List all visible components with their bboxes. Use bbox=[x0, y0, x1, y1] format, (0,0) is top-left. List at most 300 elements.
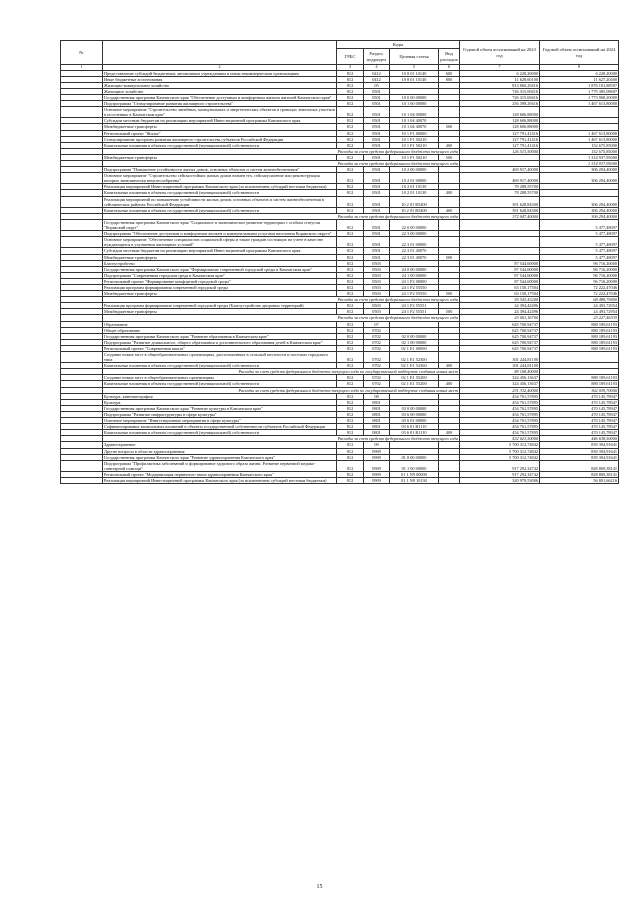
cell-vid bbox=[439, 173, 460, 184]
cell-tselevaya: 01 1 N9 00000 bbox=[390, 471, 439, 477]
cell-grbs: 812 bbox=[337, 190, 364, 196]
column-number: 5 bbox=[390, 65, 439, 71]
cell-amount-2023: 625 700,94737 bbox=[460, 333, 540, 339]
cell-razdel: 0503 bbox=[364, 266, 390, 272]
cell-tselevaya: 24 1 00 00000 bbox=[390, 272, 439, 278]
cell-razdel: 0909 bbox=[364, 448, 390, 454]
cell-grbs: 812 bbox=[337, 219, 364, 230]
cell-name: Реализация программ формирования современной городской среды bbox=[103, 284, 337, 290]
cell-tselevaya: 10 1 00 00000 bbox=[390, 101, 439, 107]
cell-tselevaya: 10 0 00 00000 bbox=[390, 94, 439, 100]
cell-razdel: 0501 bbox=[364, 94, 390, 100]
cell-tselevaya: 10 2 00 00000 bbox=[390, 167, 439, 173]
cell-grbs: 812 bbox=[337, 76, 364, 82]
cell-vid: 400 bbox=[439, 207, 460, 213]
cell-note: Расходы за счет средств федерального бюджета текущего года по государственной поддержке создания новых мест bbox=[103, 369, 460, 375]
cell-razdel: 05 bbox=[364, 82, 390, 88]
cell-tselevaya: 10 1 F1 50210 bbox=[390, 136, 439, 142]
cell-name: Субсидии местным бюджетам на реализацию мероприятий Инвестиционной программы Камчатского края bbox=[103, 248, 337, 254]
cell-amount-2023: 23 001,16700 bbox=[460, 315, 540, 321]
cell-amount-2024: 11 627,20400 bbox=[540, 76, 619, 82]
cell-amount-2024: 1 876 101,88597 bbox=[540, 82, 619, 88]
cell-name: Основное мероприятие "Строительство линейных, коммунальных и энергетических объектов в границах земельных участков в поселениях в Камчатском крае" bbox=[104, 107, 335, 118]
cell-amount-2024: 5 477,48097 bbox=[540, 248, 619, 254]
cell-vid: 600 bbox=[439, 70, 460, 76]
cell-grbs: 812 bbox=[337, 272, 364, 278]
cell-razdel: 0503 bbox=[364, 272, 390, 278]
cell-amount-2023 bbox=[460, 219, 540, 230]
cell-amount-2024: 306 294,40000 bbox=[540, 196, 619, 207]
cell-amount-2023: 231 332,40000 bbox=[460, 387, 540, 393]
column-number: 8 bbox=[540, 65, 619, 71]
cell-tselevaya: 01 1 N9 10130 bbox=[390, 477, 439, 483]
cell-empty bbox=[61, 477, 103, 483]
cell-razdel: 0501 bbox=[364, 207, 390, 213]
cell-tselevaya: 03 6 01 R1110 bbox=[390, 430, 439, 436]
cell-name: Государственная программа Камчатского края "Социальное и экономическое развитие территории с особым статусом "Корякский округ" bbox=[103, 219, 337, 230]
cell-amount-2024: 828 869,38141 bbox=[540, 471, 619, 477]
cell-amount-2024: 470 145,78947 bbox=[540, 399, 619, 405]
cell-amount-2023: 63 150,17504 bbox=[460, 284, 540, 290]
cell-grbs: 812 bbox=[337, 381, 364, 387]
cell-name: Софинансирование капитальных вложений в объекты государственной собственности субъектов Российской Федерации bbox=[103, 424, 337, 430]
cell-razdel: 0503 bbox=[364, 278, 390, 284]
cell-grbs: 812 bbox=[337, 82, 364, 88]
cell-empty bbox=[61, 173, 103, 184]
cell-vid: 500 bbox=[439, 124, 460, 130]
cell-amount-2023: 256 398,29416 bbox=[460, 101, 540, 107]
cell-amount-2024: 306 294,40000 bbox=[540, 213, 619, 219]
header-grbs: ГРБС bbox=[337, 49, 364, 65]
cell-name: Основное мероприятие "Обеспечение специалистов социальной сферы и также граждан состоящих на учете в качестве нуждающихся в улучшении жилищных условий" bbox=[103, 237, 337, 248]
cell-razdel: 0702 bbox=[364, 333, 390, 339]
cell-name: Подпрограмма "Современная городская среда в Камчатском крае" bbox=[103, 272, 337, 278]
cell-amount-2024: 68 488,75800 bbox=[540, 297, 619, 303]
cell-name: Создание новых мест в общеобразовательных организациях bbox=[103, 375, 337, 381]
cell-name: Капитальные вложения в объекты государственной (муниципальной) собственности bbox=[103, 207, 337, 213]
cell-tselevaya: 01 0 00 00000 bbox=[390, 454, 439, 460]
cell-tselevaya: 24 1 F2 55550 bbox=[390, 291, 439, 297]
cell-grbs: 812 bbox=[337, 321, 364, 327]
cell-name: Другие вопросы в области здравоохранения bbox=[103, 448, 337, 454]
cell-grbs: 812 bbox=[337, 303, 364, 309]
cell-name: Подпрограмма "Развитие инфраструктуры в сфере культуры" bbox=[103, 411, 337, 417]
table-body bbox=[61, 70, 619, 483]
column-number: 6 bbox=[439, 65, 460, 71]
table-row bbox=[61, 219, 619, 230]
cell-amount-2023: 454 761,57895 bbox=[460, 399, 540, 405]
cell-amount-2024: 5 477,48097 bbox=[540, 254, 619, 260]
cell-razdel: 0801 bbox=[364, 424, 390, 430]
cell-amount-2023: 89 168,40000 bbox=[460, 369, 540, 375]
cell-empty bbox=[61, 107, 103, 118]
cell-empty bbox=[61, 352, 103, 363]
header-name bbox=[103, 41, 337, 65]
cell-amount-2024: 6 228,20000 bbox=[540, 70, 619, 76]
cell-razdel: 0801 bbox=[364, 411, 390, 417]
cell-grbs: 812 bbox=[337, 454, 364, 460]
cell-razdel: 0501 bbox=[364, 107, 390, 118]
cell-tselevaya: 10 1 F1 50210 bbox=[390, 142, 439, 148]
cell-amount-2023: 454 761,57895 bbox=[460, 411, 540, 417]
cell-note: Расходы за счет средств федерального бюджета текущего года bbox=[103, 148, 460, 154]
cell-amount-2023: 78 288,55700 bbox=[460, 190, 540, 196]
cell-amount-2024: 839 394,91641 bbox=[540, 454, 619, 460]
cell-name: Благоустройство bbox=[103, 260, 337, 266]
budget-table bbox=[60, 40, 619, 484]
cell-tselevaya: 22 3 00 00000 bbox=[390, 231, 439, 237]
cell-vid: 400 bbox=[439, 430, 460, 436]
cell-vid: 400 bbox=[439, 190, 460, 196]
cell-razdel: 0702 bbox=[364, 352, 390, 363]
cell-grbs: 812 bbox=[337, 130, 364, 136]
cell-amount-2024: 470 145,78947 bbox=[540, 405, 619, 411]
cell-tselevaya: 22 0 00 00000 bbox=[390, 219, 439, 230]
cell-vid: 500 bbox=[439, 291, 460, 297]
cell-tselevaya: 03 6 00 00000 bbox=[390, 411, 439, 417]
cell-vid bbox=[439, 460, 460, 471]
cell-name: Жилищно-коммунальное хозяйство bbox=[103, 82, 337, 88]
column-number: 1 bbox=[61, 65, 103, 71]
column-number: 2 bbox=[103, 65, 337, 71]
cell-razdel: 07 bbox=[364, 321, 390, 327]
cell-razdel: 0909 bbox=[364, 454, 390, 460]
cell-razdel: 0412 bbox=[364, 70, 390, 76]
cell-amount-2023: 24 394,42496 bbox=[460, 309, 540, 315]
cell-name: Культура, кинематография bbox=[103, 393, 337, 399]
cell-amount-2024: 306 294,40000 bbox=[540, 207, 619, 213]
cell-amount-2024: 1 314 937,95000 bbox=[540, 154, 619, 160]
cell-tselevaya: 22 3 01 40070 bbox=[390, 248, 439, 254]
cell-grbs: 812 bbox=[337, 237, 364, 248]
cell-amount-2023: 5 700 312,74842 bbox=[460, 448, 540, 454]
cell-amount-2023: 625 700,94737 bbox=[460, 327, 540, 333]
cell-amount-2024: 152 675,85000 bbox=[540, 142, 619, 148]
cell-grbs: 812 bbox=[337, 136, 364, 142]
cell-name: Стимулирование программ развития жилищного строительства субъектов Российской Федерации bbox=[103, 136, 337, 142]
cell-amount-2024: 1 467 613,80000 bbox=[540, 101, 619, 107]
cell-razdel: 0501 bbox=[364, 167, 390, 173]
column-number: 4 bbox=[364, 65, 390, 71]
cell-razdel: 0503 bbox=[364, 309, 390, 315]
cell-amount-2024: 23 227,46335 bbox=[540, 315, 619, 321]
cell-amount-2023: 324 456,13637 bbox=[460, 375, 540, 381]
cell-name: Реализация мероприятий Инвестиционной программы Камчатского края (за исключением субсидий местным бюджетам) bbox=[103, 184, 337, 190]
cell-tselevaya: 10 1 F1 00000 bbox=[390, 130, 439, 136]
cell-razdel: 0501 bbox=[364, 136, 390, 142]
cell-tselevaya: 02 1 00 00000 bbox=[390, 339, 439, 345]
cell-tselevaya: 10 2 01 10130 bbox=[390, 184, 439, 190]
column-number: 7 bbox=[460, 65, 540, 71]
cell-amount-2024: 5 477,48097 bbox=[540, 219, 619, 230]
cell-note: Расходы за счет средств федерального бюджета текущего года bbox=[103, 213, 460, 219]
cell-grbs: 812 bbox=[337, 124, 364, 130]
cell-amount-2024: 470 145,78947 bbox=[540, 424, 619, 430]
cell-grbs: 812 bbox=[337, 118, 364, 124]
cell-amount-2024: 362 039,70000 bbox=[540, 387, 619, 393]
cell-tselevaya: 24 1 F2 55551 bbox=[390, 303, 439, 309]
cell-name: Капитальные вложения в объекты государственной (муниципальной) собственности bbox=[103, 430, 337, 436]
cell-tselevaya: 24 0 00 00000 bbox=[390, 266, 439, 272]
cell-amount-2024: 470 145,78947 bbox=[540, 393, 619, 399]
cell-grbs: 812 bbox=[337, 430, 364, 436]
cell-grbs: 812 bbox=[337, 207, 364, 213]
cell-name: Межбюджетные трансферты bbox=[103, 124, 337, 130]
cell-grbs: 812 bbox=[337, 333, 364, 339]
cell-empty bbox=[61, 460, 103, 471]
cell-grbs: 812 bbox=[337, 167, 364, 173]
cell-grbs: 812 bbox=[337, 405, 364, 411]
cell-tselevaya: 02 1 E1 00000 bbox=[390, 345, 439, 351]
cell-razdel: 0503 bbox=[364, 291, 390, 297]
cell-grbs: 812 bbox=[337, 460, 364, 471]
cell-amount-2023: 78 288,55700 bbox=[460, 184, 540, 190]
cell-razdel: 0702 bbox=[364, 363, 390, 369]
cell-amount-2023: 726 315,69416 bbox=[460, 88, 540, 94]
cell-grbs: 812 bbox=[337, 471, 364, 477]
cell-tselevaya: 24 1 F2 00000 bbox=[390, 278, 439, 284]
cell-grbs: 812 bbox=[337, 70, 364, 76]
cell-amount-2023: 391 628,84300 bbox=[460, 207, 540, 213]
cell-vid bbox=[439, 219, 460, 230]
header-number: № bbox=[61, 41, 103, 65]
cell-amount-2023: 469 917,40000 bbox=[460, 173, 540, 184]
cell-razdel: 0702 bbox=[364, 327, 390, 333]
cell-razdel: 0801 bbox=[364, 405, 390, 411]
cell-name: Межбюджетные трансферты bbox=[103, 254, 337, 260]
cell-amount-2023: 625 700,94737 bbox=[460, 321, 540, 327]
cell-grbs: 812 bbox=[337, 184, 364, 190]
cell-razdel: 0501 bbox=[364, 173, 390, 184]
cell-name: Региональный проект "Современная школа" bbox=[103, 345, 337, 351]
cell-grbs: 812 bbox=[337, 424, 364, 430]
cell-razdel: 0801 bbox=[364, 430, 390, 436]
cell-grbs: 812 bbox=[337, 418, 364, 424]
cell-razdel: 0801 bbox=[364, 399, 390, 405]
cell-razdel: 0702 bbox=[364, 375, 390, 381]
cell-razdel: 0501 bbox=[364, 184, 390, 190]
cell-grbs: 812 bbox=[337, 327, 364, 333]
budget-table-page bbox=[60, 40, 618, 484]
cell-name: Капитальные вложения в объекты государственной (муниципальной) собственности bbox=[103, 381, 337, 387]
cell-amount-2024 bbox=[540, 107, 619, 118]
cell-tselevaya: 02 0 00 00000 bbox=[390, 333, 439, 339]
cell-amount-2023: 391 628,84300 bbox=[460, 196, 540, 207]
cell-razdel: 0501 bbox=[364, 248, 390, 254]
cell-razdel: 0501 bbox=[364, 190, 390, 196]
cell-tselevaya: 22 3 01 00000 bbox=[390, 237, 439, 248]
cell-tselevaya: 02 1 E1 52300 bbox=[390, 352, 439, 363]
cell-amount-2023: 917 292,34742 bbox=[460, 460, 540, 471]
cell-amount-2023: 917 292,34742 bbox=[460, 471, 540, 477]
cell-name: Государственная программа Камчатского края "Развитие культуры в Камчатском крае" bbox=[103, 405, 337, 411]
cell-razdel: 0909 bbox=[364, 471, 390, 477]
table-row bbox=[61, 237, 619, 248]
cell-razdel: 0412 bbox=[364, 76, 390, 82]
cell-name: Государственная программа Камчатского края "Формирование современной городской среды в Камчатском крае" bbox=[103, 266, 337, 272]
cell-tselevaya: 01 1 00 00000 bbox=[390, 460, 439, 471]
cell-name: Образование bbox=[103, 321, 337, 327]
header-year-2024: Годовой объем ассигнований на 2024 год bbox=[540, 41, 619, 65]
cell-tselevaya: 10 1 04 40070 bbox=[390, 118, 439, 124]
cell-amount-2024: 96 716,20000 bbox=[540, 278, 619, 284]
cell-razdel: 0801 bbox=[364, 418, 390, 424]
cell-vid: 400 bbox=[439, 142, 460, 148]
cell-tselevaya: 10 2 01 10130 bbox=[390, 190, 439, 196]
cell-amount-2023: 59 543,43200 bbox=[460, 297, 540, 303]
cell-name: Жилищное хозяйство bbox=[103, 88, 337, 94]
cell-amount-2023: 87 544,60000 bbox=[460, 272, 540, 278]
cell-razdel: 0501 bbox=[364, 88, 390, 94]
cell-grbs: 812 bbox=[337, 196, 364, 207]
cell-empty bbox=[61, 219, 103, 230]
cell-name: Государственная программа Камчатского края "Развитие образования в Камчатском крае" bbox=[103, 333, 337, 339]
cell-vid bbox=[439, 196, 460, 207]
cell-vid: 800 bbox=[439, 76, 460, 82]
cell-name: Иные бюджетные ассигнования bbox=[103, 76, 337, 82]
cell-amount-2024: 24 493,72954 bbox=[540, 303, 619, 309]
cell-amount-2023: 301 244,81100 bbox=[460, 352, 540, 363]
cell-amount-2023: 625 700,94737 bbox=[460, 339, 540, 345]
cell-amount-2024: 306 294,40000 bbox=[540, 173, 619, 184]
cell-grbs: 812 bbox=[337, 375, 364, 381]
cell-amount-2023: 127 791,41416 bbox=[460, 130, 540, 136]
cell-razdel: 0501 bbox=[364, 154, 390, 160]
cell-amount-2024: 1 467 613,80000 bbox=[540, 130, 619, 136]
cell-grbs: 812 bbox=[337, 278, 364, 284]
cell-amount-2024: 828 869,38141 bbox=[540, 460, 619, 471]
cell-amount-2024: 470 145,78947 bbox=[540, 411, 619, 417]
cell-amount-2024: 839 394,91641 bbox=[540, 448, 619, 454]
cell-tselevaya: 02 1 E1 55200 bbox=[390, 381, 439, 387]
cell-razdel: 0909 bbox=[364, 460, 390, 471]
cell-vid: 500 bbox=[439, 254, 460, 260]
cell-grbs: 812 bbox=[337, 399, 364, 405]
cell-razdel: 0501 bbox=[364, 142, 390, 148]
cell-amount-2024: 880 189,61193 bbox=[540, 321, 619, 327]
cell-razdel: 0501 bbox=[364, 237, 390, 248]
cell-amount-2024: 96 716,20000 bbox=[540, 272, 619, 278]
cell-amount-2024: 1 773 908,20000 bbox=[540, 94, 619, 100]
table-row bbox=[61, 352, 619, 363]
cell-grbs: 812 bbox=[337, 154, 364, 160]
cell-amount-2023: 5 700 312,74842 bbox=[460, 442, 540, 448]
cell-razdel: 0501 bbox=[364, 101, 390, 107]
cell-tselevaya: 10 1 04 00000 bbox=[390, 107, 439, 118]
cell-vid bbox=[439, 107, 460, 118]
cell-tselevaya: 10 8 01 10140 bbox=[390, 70, 439, 76]
cell-name: Подпрограмма "Стимулирование развития жилищного строительства" bbox=[103, 101, 337, 107]
cell-amount-2024: 880 189,61193 bbox=[540, 327, 619, 333]
cell-vid bbox=[439, 477, 460, 483]
cell-tselevaya: 24 1 F2 55550 bbox=[390, 284, 439, 290]
cell-name: Основное мероприятие "Строительство сейсмостойких жилых домов взамен тех, сейсмоусиление или реконструкция которых экономически нецелесообразны" bbox=[103, 173, 337, 184]
table-row bbox=[61, 173, 619, 184]
cell-grbs: 812 bbox=[337, 107, 364, 118]
cell-amount-2024: 470 145,78947 bbox=[540, 430, 619, 436]
cell-grbs: 812 bbox=[337, 393, 364, 399]
cell-name: Подпрограмма "Профилактика заболеваний и формирование здорового образа жизни. Развитие первичной медико-санитарной помощи" bbox=[103, 460, 337, 471]
cell-amount-2024: 96 716,20000 bbox=[540, 260, 619, 266]
cell-grbs: 812 bbox=[337, 266, 364, 272]
cell-empty bbox=[61, 237, 103, 248]
cell-amount-2024: 56 801,66216 bbox=[540, 477, 619, 483]
table-row bbox=[61, 477, 619, 483]
cell-razdel: 0501 bbox=[364, 219, 390, 230]
cell-amount-2023: 625 700,94737 bbox=[460, 345, 540, 351]
cell-grbs: 812 bbox=[337, 254, 364, 260]
cell-tselevaya: 02 1 E1 55200 bbox=[390, 375, 439, 381]
cell-grbs: 812 bbox=[337, 101, 364, 107]
cell-note: Расходы за счет средств федерального бюджета текущего года bbox=[103, 315, 460, 321]
cell-amount-2024: 5 477,48097 bbox=[540, 237, 619, 248]
cell-name: Реализация мероприятий по повышению устойчивости жилых домов, основных объектов и систем жизнеобеспечения в сейсмических районах Российской Федерации bbox=[103, 196, 337, 207]
cell-amount-2024: 880 189,61193 bbox=[540, 345, 619, 351]
cell-grbs: 812 bbox=[337, 231, 364, 237]
cell-name: Предоставление субсидий бюджетным, автономным учреждениям и иным некоммерческим организациям bbox=[103, 70, 337, 76]
cell-amount-2023: 5 700 312,74842 bbox=[460, 454, 540, 460]
cell-tselevaya: 02 1 E1 52300 bbox=[390, 363, 439, 369]
cell-amount-2023: 128 606,88000 bbox=[460, 118, 540, 124]
cell-name: Государственная программа Камчатского края "Развитие здравоохранения Камчатского края" bbox=[103, 454, 337, 460]
cell-grbs: 812 bbox=[337, 248, 364, 254]
header-vid: Вид расходов bbox=[439, 49, 460, 65]
cell-amount-2023: 11 628,60100 bbox=[460, 76, 540, 82]
cell-amount-2024: 1 314 937,95000 bbox=[540, 161, 619, 167]
cell-tselevaya: 22 3 01 40070 bbox=[390, 254, 439, 260]
cell-grbs: 812 bbox=[337, 448, 364, 454]
cell-grbs: 812 bbox=[337, 477, 364, 483]
header-year-2023: Годовой объем ассигнований на 2023 год bbox=[460, 41, 540, 65]
cell-amount-2024: 24 493,72954 bbox=[540, 309, 619, 315]
cell-grbs: 812 bbox=[337, 284, 364, 290]
cell-grbs: 812 bbox=[337, 94, 364, 100]
cell-vid: 400 bbox=[439, 363, 460, 369]
cell-vid: 400 bbox=[439, 381, 460, 387]
cell-name: Культура bbox=[103, 399, 337, 405]
cell-amount-2024: 446 638,50000 bbox=[540, 436, 619, 442]
cell-amount-2024: 880 189,61193 bbox=[540, 375, 619, 381]
cell-amount-2023: 454 761,57895 bbox=[460, 418, 540, 424]
cell-amount-2023: 128 606,88000 bbox=[460, 107, 540, 118]
cell-note: Расходы за счет средств федерального бюджета текущего года bbox=[103, 436, 460, 442]
cell-amount-2024: 72 222,47046 bbox=[540, 284, 619, 290]
header-razdel: Раздел, подраздел bbox=[364, 49, 390, 65]
cell-name: Субсидии местным бюджетам на реализацию мероприятий Инвестиционной программы Камчатского края bbox=[103, 118, 337, 124]
cell-name: Межбюджетные трансферты bbox=[103, 291, 337, 297]
cell-amount-2024: 470 145,78947 bbox=[540, 418, 619, 424]
cell-razdel: 0501 bbox=[364, 118, 390, 124]
cell-grbs: 812 bbox=[337, 173, 364, 184]
cell-vid bbox=[439, 352, 460, 363]
cell-name: Создание новых мест в общеобразовательных организациях, расположенных в сельской местности и поселках городского типа bbox=[103, 352, 337, 363]
cell-razdel: 0503 bbox=[364, 303, 390, 309]
cell-amount-2023 bbox=[460, 237, 540, 248]
cell-razdel: 0503 bbox=[364, 260, 390, 266]
cell-name: Региональный проект "Жилье" bbox=[103, 130, 337, 136]
table-row bbox=[61, 107, 619, 118]
cell-name: Подпрограмма "Развитие дошкольного, общего образования и дополнительного образования детей в Камчатском крае" bbox=[103, 339, 337, 345]
cell-vid: 500 bbox=[439, 309, 460, 315]
cell-name: Реализация программ формирования современной городской среды (Благоустройство дворовых территорий) bbox=[103, 303, 337, 309]
cell-amount-2024: 5 477,48097 bbox=[540, 231, 619, 237]
cell-vid bbox=[439, 237, 460, 248]
cell-name: Подпрограмма "Обеспечение доступным и комфортным жильем и коммунальными услугами населения Корякского округа" bbox=[103, 231, 337, 237]
cell-amount-2024: 152 675,85000 bbox=[540, 148, 619, 154]
cell-razdel: 0702 bbox=[364, 345, 390, 351]
cell-amount-2024: 880 189,61193 bbox=[540, 339, 619, 345]
cell-vid: 500 bbox=[439, 154, 460, 160]
